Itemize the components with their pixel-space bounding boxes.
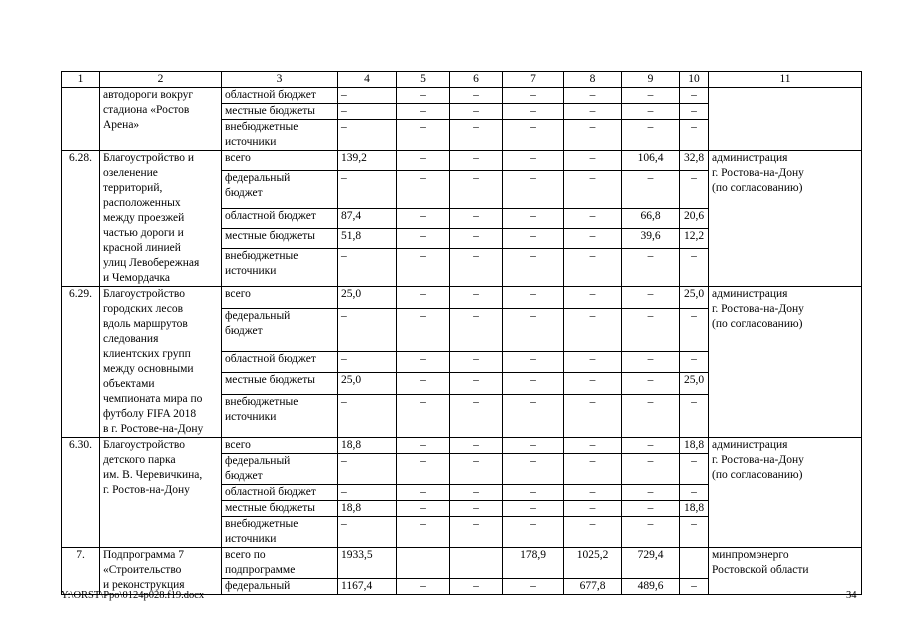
cell-text-line: футболу FIFA 2018: [103, 408, 197, 420]
value-cell: –: [622, 485, 680, 501]
item-description-cell: [100, 438, 222, 548]
cell-text-line: чемпионата мира по: [103, 393, 203, 405]
value-cell: –: [680, 517, 709, 548]
cell-text-line: между проезжей: [103, 212, 185, 224]
executor-cell: [709, 438, 862, 548]
value-cell: –: [564, 308, 622, 351]
value-cell: –: [397, 209, 450, 229]
value-cell: –: [622, 170, 680, 208]
page-number: 34: [846, 590, 857, 601]
executor-cell: [709, 287, 862, 438]
value-cell: –: [564, 120, 622, 151]
value-cell: –: [564, 287, 622, 309]
value-cell: –: [503, 151, 564, 171]
value-cell: 18,8: [680, 438, 709, 454]
value-cell: –: [338, 351, 397, 373]
cell-text-line: федеральный: [225, 309, 291, 322]
value-cell: –: [450, 287, 503, 309]
column-number-header: 9: [622, 72, 680, 88]
item-number-cell: 7.: [62, 548, 100, 595]
value-cell: –: [338, 454, 397, 485]
value-cell: 51,8: [338, 228, 397, 248]
executor-cell: [709, 548, 862, 595]
cell-text-line: стадиона «Ростов: [103, 104, 190, 116]
value-cell: –: [450, 308, 503, 351]
value-cell: –: [680, 308, 709, 351]
value-cell: –: [564, 209, 622, 229]
cell-text-line: вдоль маршрутов: [103, 318, 188, 330]
header-row: [62, 72, 862, 88]
value-cell: –: [338, 308, 397, 351]
value-cell: –: [397, 228, 450, 248]
value-cell: –: [503, 395, 564, 438]
cell-text-line: Подпрограмма 7: [103, 549, 185, 561]
funding-source-cell: [222, 579, 338, 595]
value-cell: –: [450, 579, 503, 595]
cell-text-line: бюджет: [225, 186, 263, 199]
executor-cell: [709, 151, 862, 287]
value-cell: –: [503, 88, 564, 104]
cell-text-line: Благоустройство: [103, 288, 185, 300]
cell-text-line: Благоустройство и: [103, 152, 194, 164]
value-cell: –: [564, 170, 622, 208]
cell-text-line: областной бюджет: [225, 210, 316, 223]
column-number-header: 4: [338, 72, 397, 88]
value-cell: –: [622, 454, 680, 485]
footer-file-path: Y:\ORST\Ppo\0124p028.f19.docx: [61, 590, 205, 601]
value-cell: –: [564, 248, 622, 286]
value-cell: 489,6: [622, 579, 680, 595]
value-cell: –: [680, 120, 709, 151]
value-cell: 1167,4: [338, 579, 397, 595]
value-cell: –: [503, 373, 564, 395]
cell-text-line: автодороги вокруг: [103, 89, 194, 101]
cell-text-line: местные бюджеты: [225, 105, 316, 117]
value-cell: –: [397, 170, 450, 208]
value-cell: –: [450, 104, 503, 120]
value-cell: 39,6: [622, 228, 680, 248]
funding-source-cell: [222, 88, 338, 104]
value-cell: –: [622, 501, 680, 517]
cell-text-line: администрация: [712, 288, 788, 300]
value-cell: –: [450, 88, 503, 104]
funding-source-cell: [222, 501, 338, 517]
cell-text-line: местные бюджеты: [225, 374, 316, 387]
funding-source-cell: [222, 228, 338, 248]
funding-source-cell: [222, 209, 338, 229]
value-cell: –: [450, 151, 503, 171]
value-cell: –: [450, 228, 503, 248]
value-cell: –: [450, 395, 503, 438]
cell-text-line: федеральный: [225, 580, 291, 592]
cell-text-line: областной бюджет: [225, 486, 316, 498]
value-cell: –: [397, 517, 450, 548]
funding-source-cell: [222, 287, 338, 309]
column-number-header: 6: [450, 72, 503, 88]
table-row: [62, 287, 862, 309]
value-cell: –: [397, 104, 450, 120]
cell-text-line: г. Ростова-на-Дону: [712, 454, 804, 466]
value-cell: –: [680, 579, 709, 595]
cell-text-line: источники: [225, 136, 277, 148]
table-row: [62, 548, 862, 579]
value-cell: 32,8: [680, 151, 709, 171]
value-cell: –: [450, 373, 503, 395]
value-cell: –: [338, 485, 397, 501]
value-cell: –: [622, 395, 680, 438]
cell-text-line: бюджет: [225, 470, 263, 482]
value-cell: –: [450, 501, 503, 517]
value-cell: –: [338, 88, 397, 104]
cell-text-line: частью дороги и: [103, 227, 184, 239]
value-cell: –: [397, 248, 450, 286]
cell-text-line: улиц Левобережная: [103, 257, 200, 269]
value-cell: 20,6: [680, 209, 709, 229]
column-number-header: 8: [564, 72, 622, 88]
funding-source-cell: [222, 351, 338, 373]
cell-text-line: внебюджетные: [225, 121, 299, 133]
cell-text-line: территорий,: [103, 182, 163, 194]
column-number-header: 10: [680, 72, 709, 88]
item-number-cell: 6.30.: [62, 438, 100, 548]
cell-text-line: местные бюджеты: [225, 229, 316, 242]
value-cell: –: [450, 248, 503, 286]
cell-text-line: г. Ростова-на-Дону: [712, 167, 804, 179]
value-cell: 18,8: [338, 501, 397, 517]
cell-text-line: (по согласованию): [712, 469, 803, 481]
value-cell: –: [680, 248, 709, 286]
cell-text-line: (по согласованию): [712, 318, 803, 330]
column-number-header: 11: [709, 72, 862, 88]
value-cell: –: [622, 287, 680, 309]
value-cell: 25,0: [338, 373, 397, 395]
value-cell: –: [450, 438, 503, 454]
funding-source-cell: [222, 104, 338, 120]
cell-text-line: озеленение: [103, 167, 158, 179]
cell-text-line: и Чемордачка: [103, 272, 171, 284]
value-cell: [450, 548, 503, 579]
funding-source-cell: [222, 548, 338, 579]
value-cell: 139,2: [338, 151, 397, 171]
value-cell: –: [564, 88, 622, 104]
item-description-cell: [100, 548, 222, 595]
value-cell: –: [622, 120, 680, 151]
cell-text-line: Арена»: [103, 119, 140, 131]
value-cell: –: [564, 438, 622, 454]
table-row: [62, 438, 862, 454]
cell-text-line: всего: [225, 439, 251, 451]
value-cell: 1933,5: [338, 548, 397, 579]
value-cell: –: [450, 454, 503, 485]
cell-text-line: администрация: [712, 152, 788, 164]
value-cell: –: [622, 373, 680, 395]
cell-text-line: внебюджетные: [225, 396, 299, 409]
value-cell: –: [503, 454, 564, 485]
value-cell: –: [564, 501, 622, 517]
value-cell: –: [503, 209, 564, 229]
value-cell: –: [450, 209, 503, 229]
item-number-cell: 6.28.: [62, 151, 100, 287]
value-cell: 1025,2: [564, 548, 622, 579]
value-cell: –: [450, 485, 503, 501]
value-cell: –: [564, 373, 622, 395]
cell-text-line: следования: [103, 333, 159, 345]
funding-source-cell: [222, 248, 338, 286]
value-cell: –: [564, 517, 622, 548]
funding-source-cell: [222, 308, 338, 351]
value-cell: –: [503, 517, 564, 548]
value-cell: –: [622, 308, 680, 351]
cell-text-line: им. В. Черевичкина,: [103, 469, 203, 481]
value-cell: –: [622, 88, 680, 104]
cell-text-line: подпрограмме: [225, 564, 296, 576]
value-cell: –: [397, 485, 450, 501]
value-cell: 18,8: [338, 438, 397, 454]
cell-text-line: клиентских групп: [103, 348, 191, 360]
value-cell: –: [503, 228, 564, 248]
cell-text-line: областной бюджет: [225, 352, 316, 365]
table-row: [62, 151, 862, 171]
value-cell: –: [397, 120, 450, 151]
value-cell: [680, 548, 709, 579]
value-cell: –: [503, 248, 564, 286]
value-cell: –: [397, 579, 450, 595]
cell-text-line: Благоустройство: [103, 439, 185, 451]
column-number-header: 1: [62, 72, 100, 88]
cell-text-line: в г. Ростове-на-Дону: [103, 423, 204, 435]
value-cell: –: [503, 351, 564, 373]
cell-text-line: г. Ростов-на-Дону: [103, 484, 190, 496]
funding-source-cell: [222, 373, 338, 395]
cell-text-line: администрация: [712, 439, 788, 451]
value-cell: 66,8: [622, 209, 680, 229]
cell-text-line: источники: [225, 533, 277, 545]
cell-text-line: «Строительство: [103, 564, 182, 576]
value-cell: –: [503, 501, 564, 517]
value-cell: –: [622, 248, 680, 286]
column-number-header: 3: [222, 72, 338, 88]
value-cell: –: [503, 579, 564, 595]
value-cell: –: [564, 395, 622, 438]
value-cell: –: [564, 104, 622, 120]
cell-text-line: расположенных: [103, 197, 181, 209]
cell-text-line: Ростовской области: [712, 564, 809, 576]
value-cell: –: [397, 287, 450, 309]
value-cell: –: [338, 170, 397, 208]
value-cell: –: [503, 120, 564, 151]
value-cell: –: [680, 88, 709, 104]
cell-text-line: объектами: [103, 378, 155, 390]
funding-source-cell: [222, 517, 338, 548]
funding-source-cell: [222, 120, 338, 151]
cell-text-line: местные бюджеты: [225, 502, 316, 514]
item-number-cell: 6.29.: [62, 287, 100, 438]
item-description-cell: [100, 151, 222, 287]
value-cell: [397, 548, 450, 579]
cell-text-line: минпромэнерго: [712, 549, 789, 561]
value-cell: –: [503, 485, 564, 501]
cell-text-line: всего по: [225, 549, 266, 561]
value-cell: –: [503, 104, 564, 120]
item-description-cell: [100, 287, 222, 438]
value-cell: –: [397, 501, 450, 517]
program-table: [61, 71, 862, 595]
value-cell: –: [564, 454, 622, 485]
cell-text-line: источники: [225, 264, 277, 277]
value-cell: 106,4: [622, 151, 680, 171]
value-cell: –: [397, 454, 450, 485]
column-number-header: 5: [397, 72, 450, 88]
value-cell: –: [680, 351, 709, 373]
value-cell: –: [622, 104, 680, 120]
value-cell: 677,8: [564, 579, 622, 595]
funding-source-cell: [222, 170, 338, 208]
cell-text-line: всего: [225, 152, 251, 164]
cell-text-line: между основными: [103, 363, 194, 375]
cell-text-line: г. Ростова-на-Дону: [712, 303, 804, 315]
value-cell: –: [338, 248, 397, 286]
value-cell: –: [680, 485, 709, 501]
value-cell: –: [564, 228, 622, 248]
cell-text-line: красной линией: [103, 242, 181, 254]
funding-source-cell: [222, 485, 338, 501]
value-cell: –: [450, 170, 503, 208]
value-cell: 18,8: [680, 501, 709, 517]
value-cell: –: [338, 104, 397, 120]
funding-source-cell: [222, 151, 338, 171]
value-cell: 729,4: [622, 548, 680, 579]
value-cell: –: [397, 308, 450, 351]
value-cell: –: [450, 120, 503, 151]
cell-text-line: областной бюджет: [225, 89, 316, 101]
cell-text-line: федеральный: [225, 171, 291, 184]
value-cell: –: [397, 373, 450, 395]
value-cell: –: [503, 170, 564, 208]
value-cell: –: [397, 88, 450, 104]
cell-text-line: внебюджетные: [225, 518, 299, 530]
value-cell: –: [397, 438, 450, 454]
value-cell: –: [397, 351, 450, 373]
value-cell: –: [680, 104, 709, 120]
item-number-cell: [62, 88, 100, 151]
cell-text-line: детского парка: [103, 454, 176, 466]
value-cell: –: [450, 351, 503, 373]
funding-source-cell: [222, 395, 338, 438]
value-cell: 25,0: [338, 287, 397, 309]
value-cell: –: [680, 395, 709, 438]
column-number-header: 2: [100, 72, 222, 88]
cell-text-line: (по согласованию): [712, 182, 803, 194]
item-description-cell: [100, 88, 222, 151]
value-cell: 178,9: [503, 548, 564, 579]
value-cell: –: [503, 308, 564, 351]
value-cell: –: [622, 438, 680, 454]
value-cell: –: [622, 351, 680, 373]
value-cell: –: [338, 395, 397, 438]
cell-text-line: всего: [225, 288, 251, 300]
table-row: [62, 88, 862, 104]
value-cell: –: [564, 485, 622, 501]
value-cell: –: [680, 170, 709, 208]
cell-text-line: федеральный: [225, 455, 291, 467]
cell-text-line: внебюджетные: [225, 249, 299, 262]
value-cell: –: [680, 454, 709, 485]
value-cell: –: [338, 120, 397, 151]
value-cell: 87,4: [338, 209, 397, 229]
value-cell: –: [397, 395, 450, 438]
value-cell: –: [338, 517, 397, 548]
value-cell: 25,0: [680, 373, 709, 395]
value-cell: –: [503, 287, 564, 309]
cell-text-line: бюджет: [225, 324, 263, 337]
column-number-header: 7: [503, 72, 564, 88]
value-cell: –: [450, 517, 503, 548]
cell-text-line: городских лесов: [103, 303, 184, 315]
value-cell: –: [622, 517, 680, 548]
executor-cell: [709, 88, 862, 151]
value-cell: –: [503, 438, 564, 454]
value-cell: 12,2: [680, 228, 709, 248]
value-cell: –: [564, 151, 622, 171]
funding-source-cell: [222, 454, 338, 485]
value-cell: –: [397, 151, 450, 171]
cell-text-line: и реконструкция: [103, 579, 185, 591]
value-cell: –: [564, 351, 622, 373]
value-cell: 25,0: [680, 287, 709, 309]
cell-text-line: источники: [225, 411, 277, 424]
funding-source-cell: [222, 438, 338, 454]
